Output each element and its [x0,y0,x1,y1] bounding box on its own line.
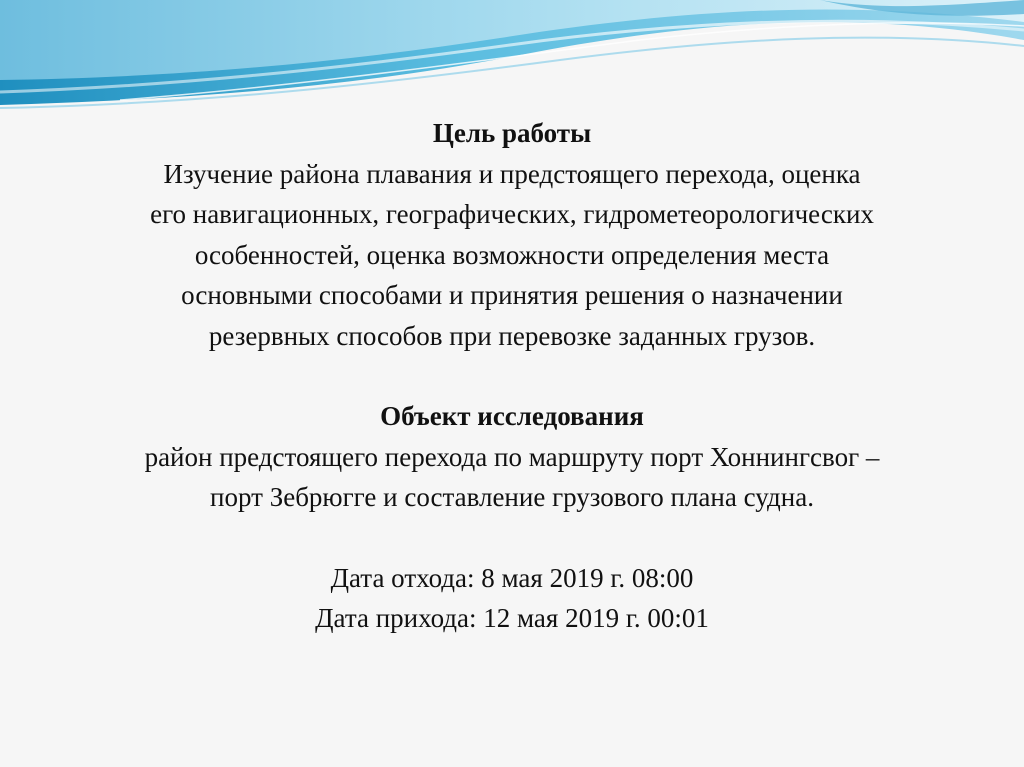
arrival-date: Дата прихода: 12 мая 2019 г. 00:01 [315,602,709,633]
section-spacer [20,356,1004,396]
decorative-wave-header [0,0,1024,130]
goal-line-5: резервных способов при перевозке заданных грузов. [208,320,816,351]
goal-line-4: основными способами и принятия решения о назначении [181,280,843,310]
departure-date: Дата отхода: 8 мая 2019 г. 08:00 [330,562,694,593]
section-spacer [20,518,1004,558]
goal-heading: Цель работы [432,118,592,148]
object-line-2: порт Зебрюгге и составление грузового плана судна. [210,482,814,512]
slide-content [20,113,1004,638]
object-line-1: район предстоящего перехода по маршруту порт Хоннингсвог – [144,441,880,472]
goal-line-3: особенностей, оценка возможности определения места [194,239,830,270]
object-heading: Объект исследования [380,401,644,431]
goal-line-1: Изучение района плавания и предстоящего перехода, оценка [163,158,861,189]
goal-line-2: его навигационных, географических, гидрометеорологических [150,199,874,229]
